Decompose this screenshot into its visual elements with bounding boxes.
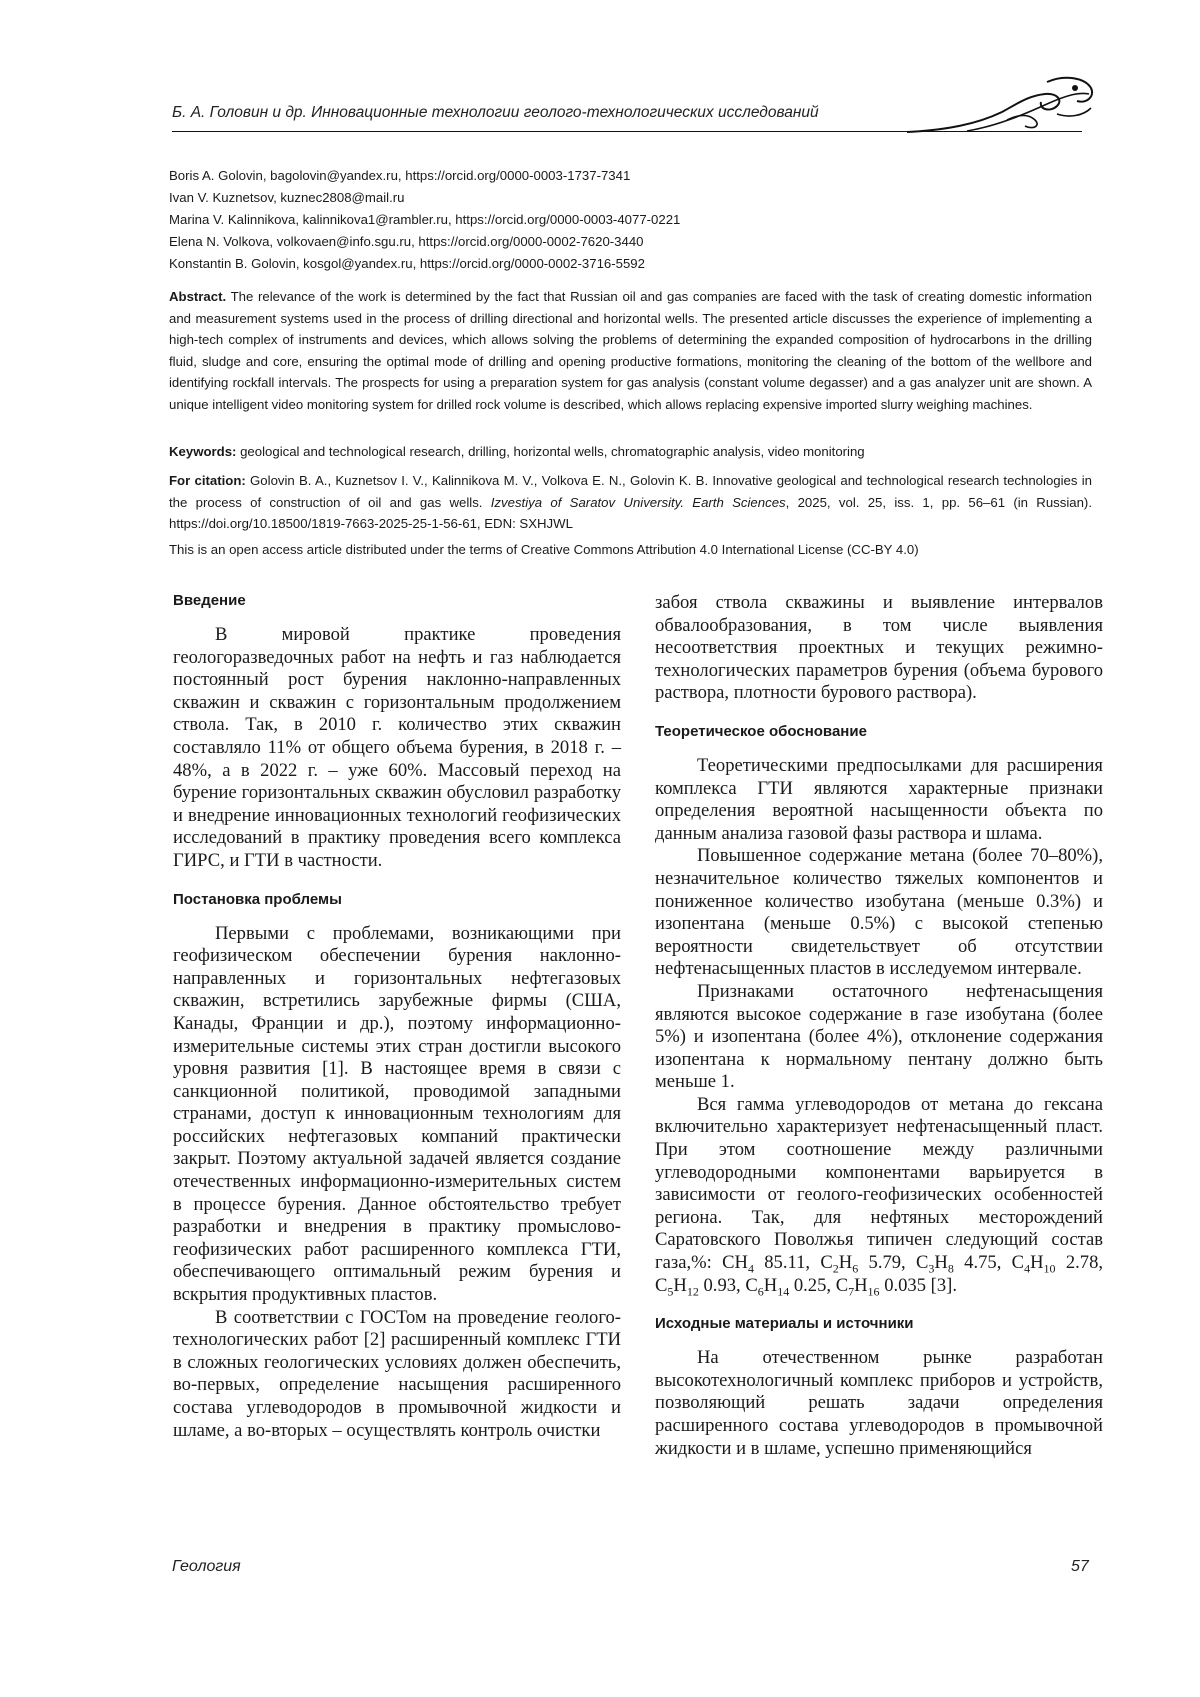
open-access-notice: This is an open access article distributed under the terms of Creative Commons Attribution 4.0 International License (CC-BY 4.0) — [169, 539, 1092, 561]
author-line: Boris A. Golovin, bagolovin@yandex.ru, https://orcid.org/0000-0003-1737-7341 — [169, 165, 1089, 187]
author-line: Elena N. Volkova, volkovaen@info.sgu.ru, https://orcid.org/0000-0002-7620-3440 — [169, 231, 1089, 253]
author-line: Marina V. Kalinnikova, kalinnikova1@rambler.ru, https://orcid.org/0000-0003-4077-0221 — [169, 209, 1089, 231]
formula-c6h14: C6H14 0.25, — [745, 1275, 831, 1296]
citation-text: Golovin B. A., Kuznetsov I. V., Kalinnikova M. V., Volkova E. N., Golovin K. B. Innovative geological and technological research technologies in the process of construction of oil and gas wells. — [169, 473, 1092, 510]
citation-details: , 2025, vol. 25, iss. 1, pp. 56–61 (in Russian). https://doi.org/10.18500/1819-7663-2025-25-1-56-61, EDN: SXHJWL — [169, 495, 1092, 532]
paragraph: В мировой практике проведения геологоразведочных работ на нефть и газ наблюдается постоянный рост бурения наклонно-направленных скважин и скважин с горизонтальным продолжением ствола. Так, в 2010 г. количество этих скважин составляло 11% от общего объема бурения, в 2018 г. – 48%, а в 2022 г. – уже 60%. Массовый переход на бурение горизонтальных скважин обусловил разработку и внедрение инновационных технологий геофизических исследований в практику проведения всего комплекса ГИРС, и ГТИ в частности. — [173, 624, 621, 873]
formula-c2h6: C2H6 5.79, — [820, 1252, 905, 1273]
journal-ornament-icon — [907, 74, 1097, 134]
formula-c5h12: C5H12 0.93, — [655, 1275, 741, 1296]
abstract-label: Abstract. — [169, 289, 226, 304]
formula-ch4: CH4 85.11, — [722, 1252, 810, 1273]
citation-journal: Izvestiya of Saratov University. Earth Sciences — [491, 495, 786, 510]
section-heading-theory: Теоретическое обоснование — [655, 721, 1103, 743]
paragraph: забоя ствола скважины и выявление интервалов обвалообразования, в том числе выявления несоответствия проектных и текущих режимно-технологических параметров бурения (объема бурового раствора, плотности бурового раствора). — [655, 592, 1103, 705]
right-column — [655, 592, 1103, 1460]
abstract-text: The relevance of the work is determined by the fact that Russian oil and gas companies are faced with the task of creating domestic information and measurement systems used in the process of drilling directional and horizontal wells. The presented article discusses the experience of implementing a high-tech complex of instruments and devices, which allows solving the problems of determining the expanded composition of hydrocarbons in the drilling fluid, sludge and core, ensuring the optimal mode of drilling and opening productive formations, monitoring the cleaning of the bottom of the wellbore and identifying rockfall intervals. The prospects for using a preparation system for gas analysis (constant volume degasser) and a gas analyzer unit are shown. A unique intelligent video monitoring system for drilled rock volume is described, which allows replacing expensive imported slurry weighing machines. — [169, 289, 1092, 412]
paragraph: В соответствии с ГОСТом на проведение геолого-технологических работ [2] расширенный комплекс ГТИ в сложных геологических условиях должен обеспечить, во-первых, определение насыщения расширенного состава углеводородов в промывочной жидкости и шламе, а во-вторых – осуществлять контроль очистки — [173, 1307, 621, 1443]
paragraph: На отечественном рынке разработан высокотехнологичный комплекс приборов и устройств, позволяющий решать задачи определения расширенного состава углеводородов в промывочной жидкости и в шламе, успешно применяющийся — [655, 1347, 1103, 1460]
left-column — [173, 590, 621, 1442]
author-line: Konstantin B. Golovin, kosgol@yandex.ru, https://orcid.org/0000-0002-3716-5592 — [169, 253, 1089, 275]
abstract — [169, 286, 1092, 416]
formula-c7h16: C7H16 0.035 [3]. — [836, 1275, 957, 1296]
section-heading-sources: Исходные материалы и источники — [655, 1313, 1103, 1335]
paper-page — [0, 0, 1200, 1697]
running-title: Б. А. Головин и др. Инновационные технологии геолого-технологических исследований — [172, 104, 819, 122]
paragraph: Повышенное содержание метана (более 70–80%), незначительное количество тяжелых компонентов и пониженное количество изобутана (меньше 0.3%) и изопентана (меньше 0.5%) с высокой степенью вероятности свидетельствует об отсутствии нефтенасыщенных пластов в исследуемом интервале. — [655, 845, 1103, 981]
citation-label: For citation: — [169, 473, 246, 488]
page-number: 57 — [1071, 1558, 1089, 1576]
keywords-label: Keywords: — [169, 444, 236, 459]
paragraph-gas-composition — [655, 1094, 1103, 1297]
section-heading-intro: Введение — [173, 590, 621, 612]
formula-c4h10: C4H10 2.78, — [1012, 1252, 1103, 1273]
paragraph: Первыми с проблемами, возникающими при геофизическом обеспечении бурения наклонно-направленных и горизонтальных нефтегазовых скважин, встретились зарубежные фирмы (США, Канады, Франции и др.), поэтому информационно-измерительные системы этих стран достигли высокого уровня развития [1]. В настоящее время в связи с санкционной политикой, проводимой западными странами, доступ к инновационным технологиям для российских нефтегазовых компаний практически закрыт. Поэтому актуальной задачей является создание отечественных информационно-измерительных систем в процессе бурения. Данное обстоятельство требует разработки и внедрения в практику промыслово-геофизических работ расширенного комплекса ГТИ, обеспечивающего оптимальный режим бурения и вскрытия продуктивных пластов. — [173, 923, 621, 1307]
author-line: Ivan V. Kuznetsov, kuznec2808@mail.ru — [169, 187, 1089, 209]
citation — [169, 470, 1092, 535]
footer-section: Геология — [172, 1558, 241, 1576]
paragraph: Теоретическими предпосылками для расширения комплекса ГТИ являются характерные признаки определения вероятной насыщенности объекта по данным анализа газовой фазы раствора и шлама. — [655, 755, 1103, 845]
paragraph: Признаками остаточного нефтенасыщения являются высокое содержание в газе изобутана (более 5%) и изопентана (более 4%), отклонение содержания изопентана к нормальному пентану должно быть меньше 1. — [655, 981, 1103, 1094]
section-heading-problem: Постановка проблемы — [173, 889, 621, 911]
keywords — [169, 441, 1092, 463]
author-list — [169, 165, 1089, 275]
paragraph-text: Вся гамма углеводородов от метана до гексана включительно характеризует нефтенасыщенный пласт. При этом соотношение между различными углеводородными компонентами варьируется в зависимости от геолого-геофизических особенностей региона. Так, для нефтяных месторождений Саратовского Поволжья типичен следующий состав газа,%: — [655, 1094, 1103, 1273]
keywords-text: geological and technological research, drilling, horizontal wells, chromatographic analysis, video monitoring — [240, 444, 865, 459]
running-header — [172, 98, 1092, 138]
formula-c3h8: C3H8 4.75, — [916, 1252, 1001, 1273]
